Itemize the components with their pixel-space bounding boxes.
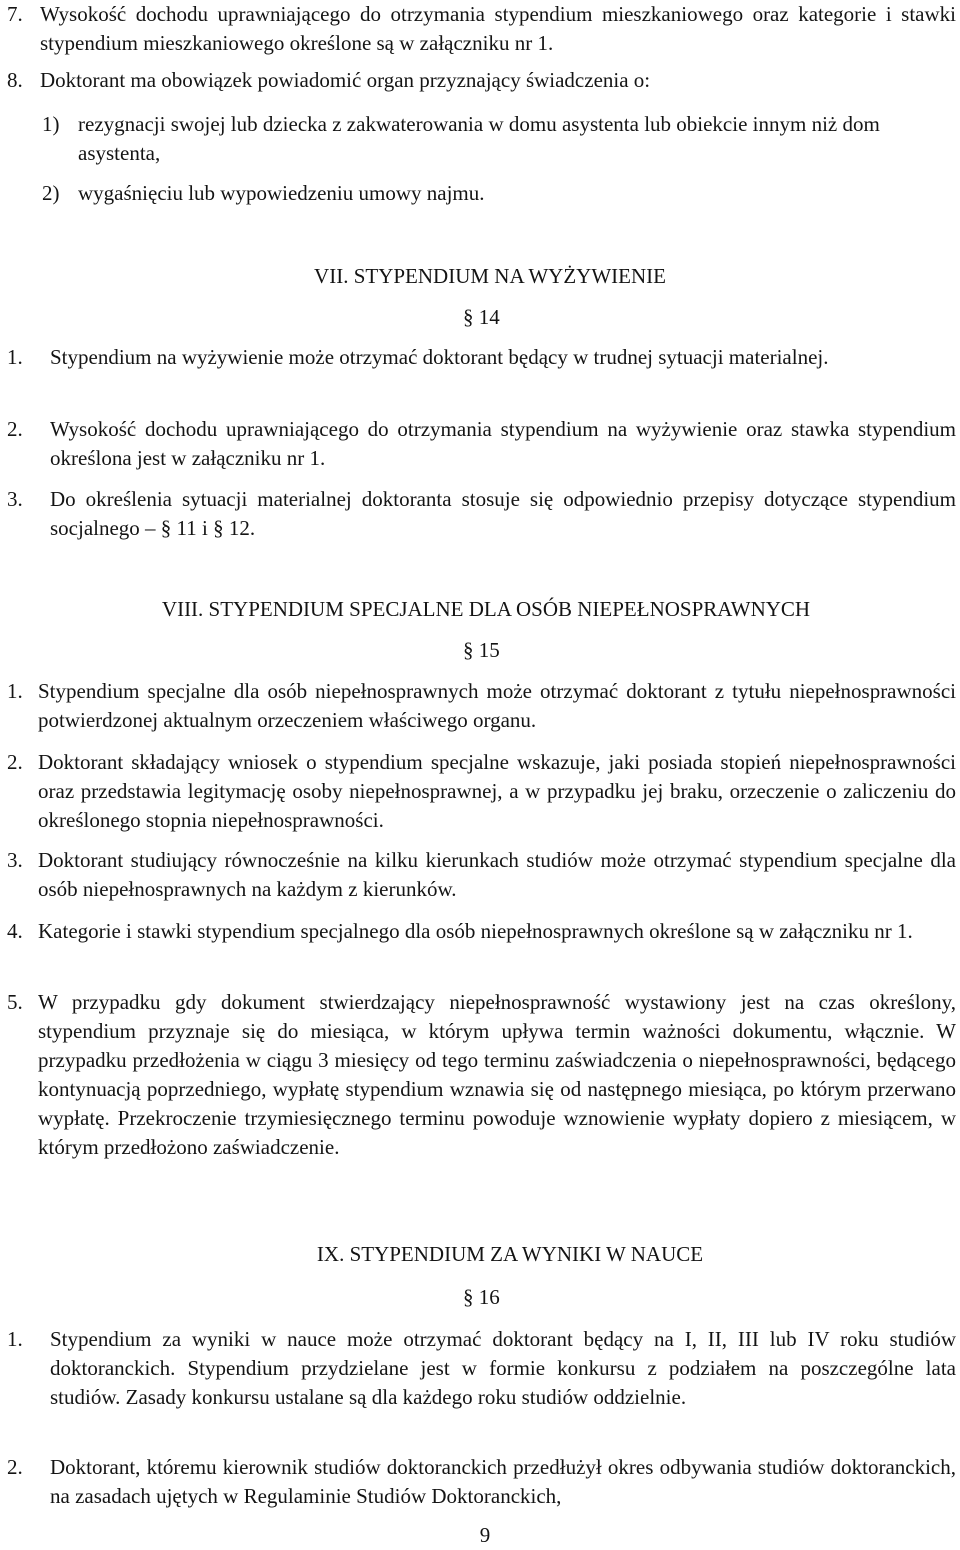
paragraph-number: 2. bbox=[7, 417, 23, 441]
paragraph-2 bbox=[0, 1453, 956, 1511]
list-item bbox=[0, 179, 956, 208]
paragraph-text: Do określenia sytuacji materialnej doktoranta stosuje się odpowiednio przepisy dotyczące stypendium socjalnego – § 11 i § 12. bbox=[50, 487, 956, 540]
paragraph-number: 1. bbox=[7, 1327, 23, 1351]
paragraph-1 bbox=[0, 343, 956, 372]
paragraph-3 bbox=[0, 485, 956, 543]
list-text: rezygnacji swojej lub dziecka z zakwaterowania w domu asystenta lub obiekcie innym niż dom asystenta, bbox=[78, 112, 880, 165]
paragraph-text: Doktorant, któremu kierownik studiów doktoranckich przedłużył okres odbywania studiów doktoranckich, na zasadach ujętych w Regulaminie Studiów Doktoranckich, bbox=[50, 1455, 956, 1508]
list-text: wygaśnięciu lub wypowiedzeniu umowy najmu. bbox=[78, 181, 485, 205]
paragraph-text: Stypendium na wyżywienie może otrzymać doktorant będący w trudnej sytuacji materialnej. bbox=[50, 345, 829, 369]
paragraph-1 bbox=[0, 677, 956, 735]
paragraph-number: 3. bbox=[7, 487, 23, 511]
paragraph-number: 1. bbox=[7, 345, 23, 369]
paragraph-sign: § 16 bbox=[463, 1285, 500, 1309]
paragraph-number: 5. bbox=[7, 990, 23, 1014]
paragraph-4 bbox=[0, 917, 956, 946]
paragraph-3 bbox=[0, 846, 956, 904]
paragraph-8 bbox=[0, 66, 956, 95]
paragraph-2 bbox=[0, 748, 956, 835]
section-heading: IX. STYPENDIUM ZA WYNIKI W NAUCE bbox=[316, 1242, 704, 1266]
paragraph-text: Wysokość dochodu uprawniającego do otrzymania stypendium mieszkaniowego oraz kategorie i stawki stypendium mieszkaniowego określone są w załączniku nr 1. bbox=[40, 2, 956, 55]
paragraph-text: Doktorant ma obowiązek powiadomić organ przyznający świadczenia o: bbox=[40, 68, 651, 92]
paragraph-text: Doktorant składający wniosek o stypendium specjalne wskazuje, jaki posiada stopień niepełnosprawności oraz przedstawia legitymację osoby niepełnosprawnej, a w przypadku jej braku, orzeczenie o zaliczeniu do określonego stopnia niepełnosprawności. bbox=[38, 750, 956, 832]
section-heading: VII. STYPENDIUM NA WYŻYWIENIE bbox=[314, 264, 666, 288]
paragraph-number: 2. bbox=[7, 750, 23, 774]
paragraph-number: 3. bbox=[7, 848, 23, 872]
list-item bbox=[0, 110, 956, 168]
list-marker: 1) bbox=[42, 112, 60, 136]
paragraph-number: 7. bbox=[7, 2, 23, 26]
paragraph-text: Doktorant studiujący równocześnie na kilku kierunkach studiów może otrzymać stypendium specjalne dla osób niepełnosprawnych na każdym z kierunków. bbox=[38, 848, 956, 901]
paragraph-number: 1. bbox=[7, 679, 23, 703]
paragraph-2 bbox=[0, 415, 956, 473]
section-heading: VIII. STYPENDIUM SPECJALNE DLA OSÓB NIEPEŁNOSPRAWNYCH bbox=[161, 597, 811, 621]
paragraph-number: 2. bbox=[7, 1455, 23, 1479]
paragraph-text: Wysokość dochodu uprawniającego do otrzymania stypendium na wyżywienie oraz stawka stypendium określona jest w załączniku nr 1. bbox=[50, 417, 956, 470]
page-number: 9 bbox=[479, 1523, 491, 1547]
paragraph-1 bbox=[0, 1325, 956, 1412]
paragraph-text: Stypendium za wyniki w nauce może otrzymać doktorant będący na I, II, III lub IV roku studiów doktoranckich. Stypendium przydzielane jest w formie konkursu z podziałem na poszczególne lata studiów. Zasady konkursu ustalane są dla każdego roku studiów oddzielnie. bbox=[50, 1327, 956, 1409]
paragraph-5 bbox=[0, 988, 956, 1162]
paragraph-text: Stypendium specjalne dla osób niepełnosprawnych może otrzymać doktorant z tytułu niepełnosprawności potwierdzonej aktualnym orzeczeniem właściwego organu. bbox=[38, 679, 956, 732]
paragraph-sign: § 14 bbox=[463, 305, 500, 329]
paragraph-sign: § 15 bbox=[463, 638, 500, 662]
paragraph-number: 4. bbox=[7, 919, 23, 943]
paragraph-text: Kategorie i stawki stypendium specjalnego dla osób niepełnosprawnych określone są w załączniku nr 1. bbox=[38, 919, 913, 943]
paragraph-number: 8. bbox=[7, 68, 23, 92]
paragraph-7 bbox=[0, 0, 956, 58]
list-marker: 2) bbox=[42, 181, 60, 205]
paragraph-text: W przypadku gdy dokument stwierdzający niepełnosprawność wystawiony jest na czas określony, stypendium przyznaje się do miesiąca, w którym upływa termin ważności dokumentu, włącznie. W przypadku przedłożenia w ciągu 3 miesięcy od tego terminu zaświadczenia o niepełnosprawności, będącego kontynuacją poprzedniego, wypłatę stypendium wznawia się od następnego miesiąca, po którym przerwano wypłatę. Przekroczenie trzymiesięcznego terminu powoduje wznowienie wypłaty dopiero z miesiącem, w którym przedłożono zaświadczenie. bbox=[38, 990, 956, 1159]
